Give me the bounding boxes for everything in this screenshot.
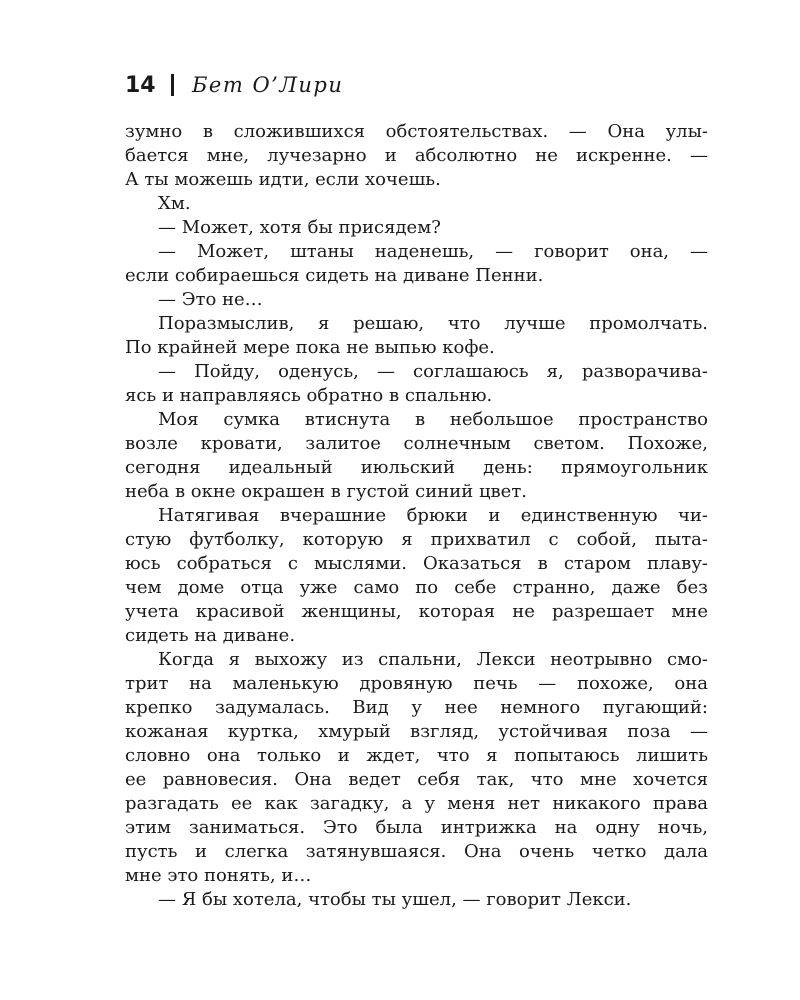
text-line: словно она только и ждет, что я попытаюсь лишить: [125, 745, 708, 766]
text-line: Натягивая вчерашние брюки и единственную чи-: [158, 505, 708, 526]
text-line: юсь собраться с мыслями. Оказаться в старом плаву-: [125, 553, 708, 574]
text-line: — Я бы хотела, чтобы ты ушел, — говорит Лекси.: [158, 889, 632, 910]
text-line: ясь и направляясь обратно в спальню.: [125, 385, 493, 406]
text-line: А ты можешь идти, если хочешь.: [125, 169, 441, 190]
running-title: Бет О’Лири: [192, 73, 344, 97]
text-line: Хм.: [158, 193, 191, 214]
text-line: пусть и слегка затянувшаяся. Она очень четко дала: [125, 841, 708, 862]
body-text: [125, 120, 708, 912]
text-line: чем доме отца уже само по себе странно, даже без: [125, 577, 708, 598]
text-line: если собираешься сидеть на диване Пенни.: [125, 265, 544, 286]
text-line: зумно в сложившихся обстоятельствах. — Она улы-: [125, 121, 708, 142]
text-line: сегодня идеальный июльский день: прямоугольник: [125, 457, 708, 478]
text-line: трит на маленькую дровяную печь — похоже, она: [125, 673, 708, 694]
text-line: Поразмыслив, я решаю, что лучше промолчать.: [158, 313, 708, 334]
text-line: неба в окне окрашен в густой синий цвет.: [125, 481, 528, 502]
text-line: сидеть на диване.: [125, 625, 296, 646]
text-line: стую футболку, которую я прихватил с собой, пыта-: [125, 529, 708, 550]
text-line: Когда я выхожу из спальни, Лекси неотрывно смо-: [158, 649, 708, 670]
text-line: кожаная куртка, хмурый взгляд, устойчивая поза —: [125, 721, 708, 742]
text-line: разгадать ее как загадку, а у меня нет никакого права: [125, 793, 708, 814]
text-line: — Может, штаны наденешь, — говорит она, —: [158, 241, 708, 262]
text-line: — Это не…: [158, 289, 263, 310]
page-number: 14: [125, 72, 156, 98]
page-header: [125, 68, 343, 102]
header-divider: [171, 74, 174, 96]
text-line: По крайней мере пока не выпью кофе.: [125, 337, 495, 358]
text-line: мне это понять, и…: [125, 865, 312, 886]
text-line: учета красивой женщины, которая не разрешает мне: [125, 601, 708, 622]
text-line: возле кровати, залитое солнечным светом. Похоже,: [125, 433, 708, 454]
text-line: крепко задумалась. Вид у нее немного пугающий:: [125, 697, 708, 718]
text-line: — Пойду, оденусь, — соглашаюсь я, разворачива-: [158, 361, 708, 382]
text-line: бается мне, лучезарно и абсолютно не искренне. —: [125, 145, 708, 166]
text-line: — Может, хотя бы присядем?: [158, 217, 441, 238]
text-line: Моя сумка втиснута в небольшое пространство: [158, 409, 708, 430]
text-line: ее равновесия. Она ведет себя так, что мне хочется: [125, 769, 708, 790]
text-line: этим заниматься. Это была интрижка на одну ночь,: [125, 817, 708, 838]
